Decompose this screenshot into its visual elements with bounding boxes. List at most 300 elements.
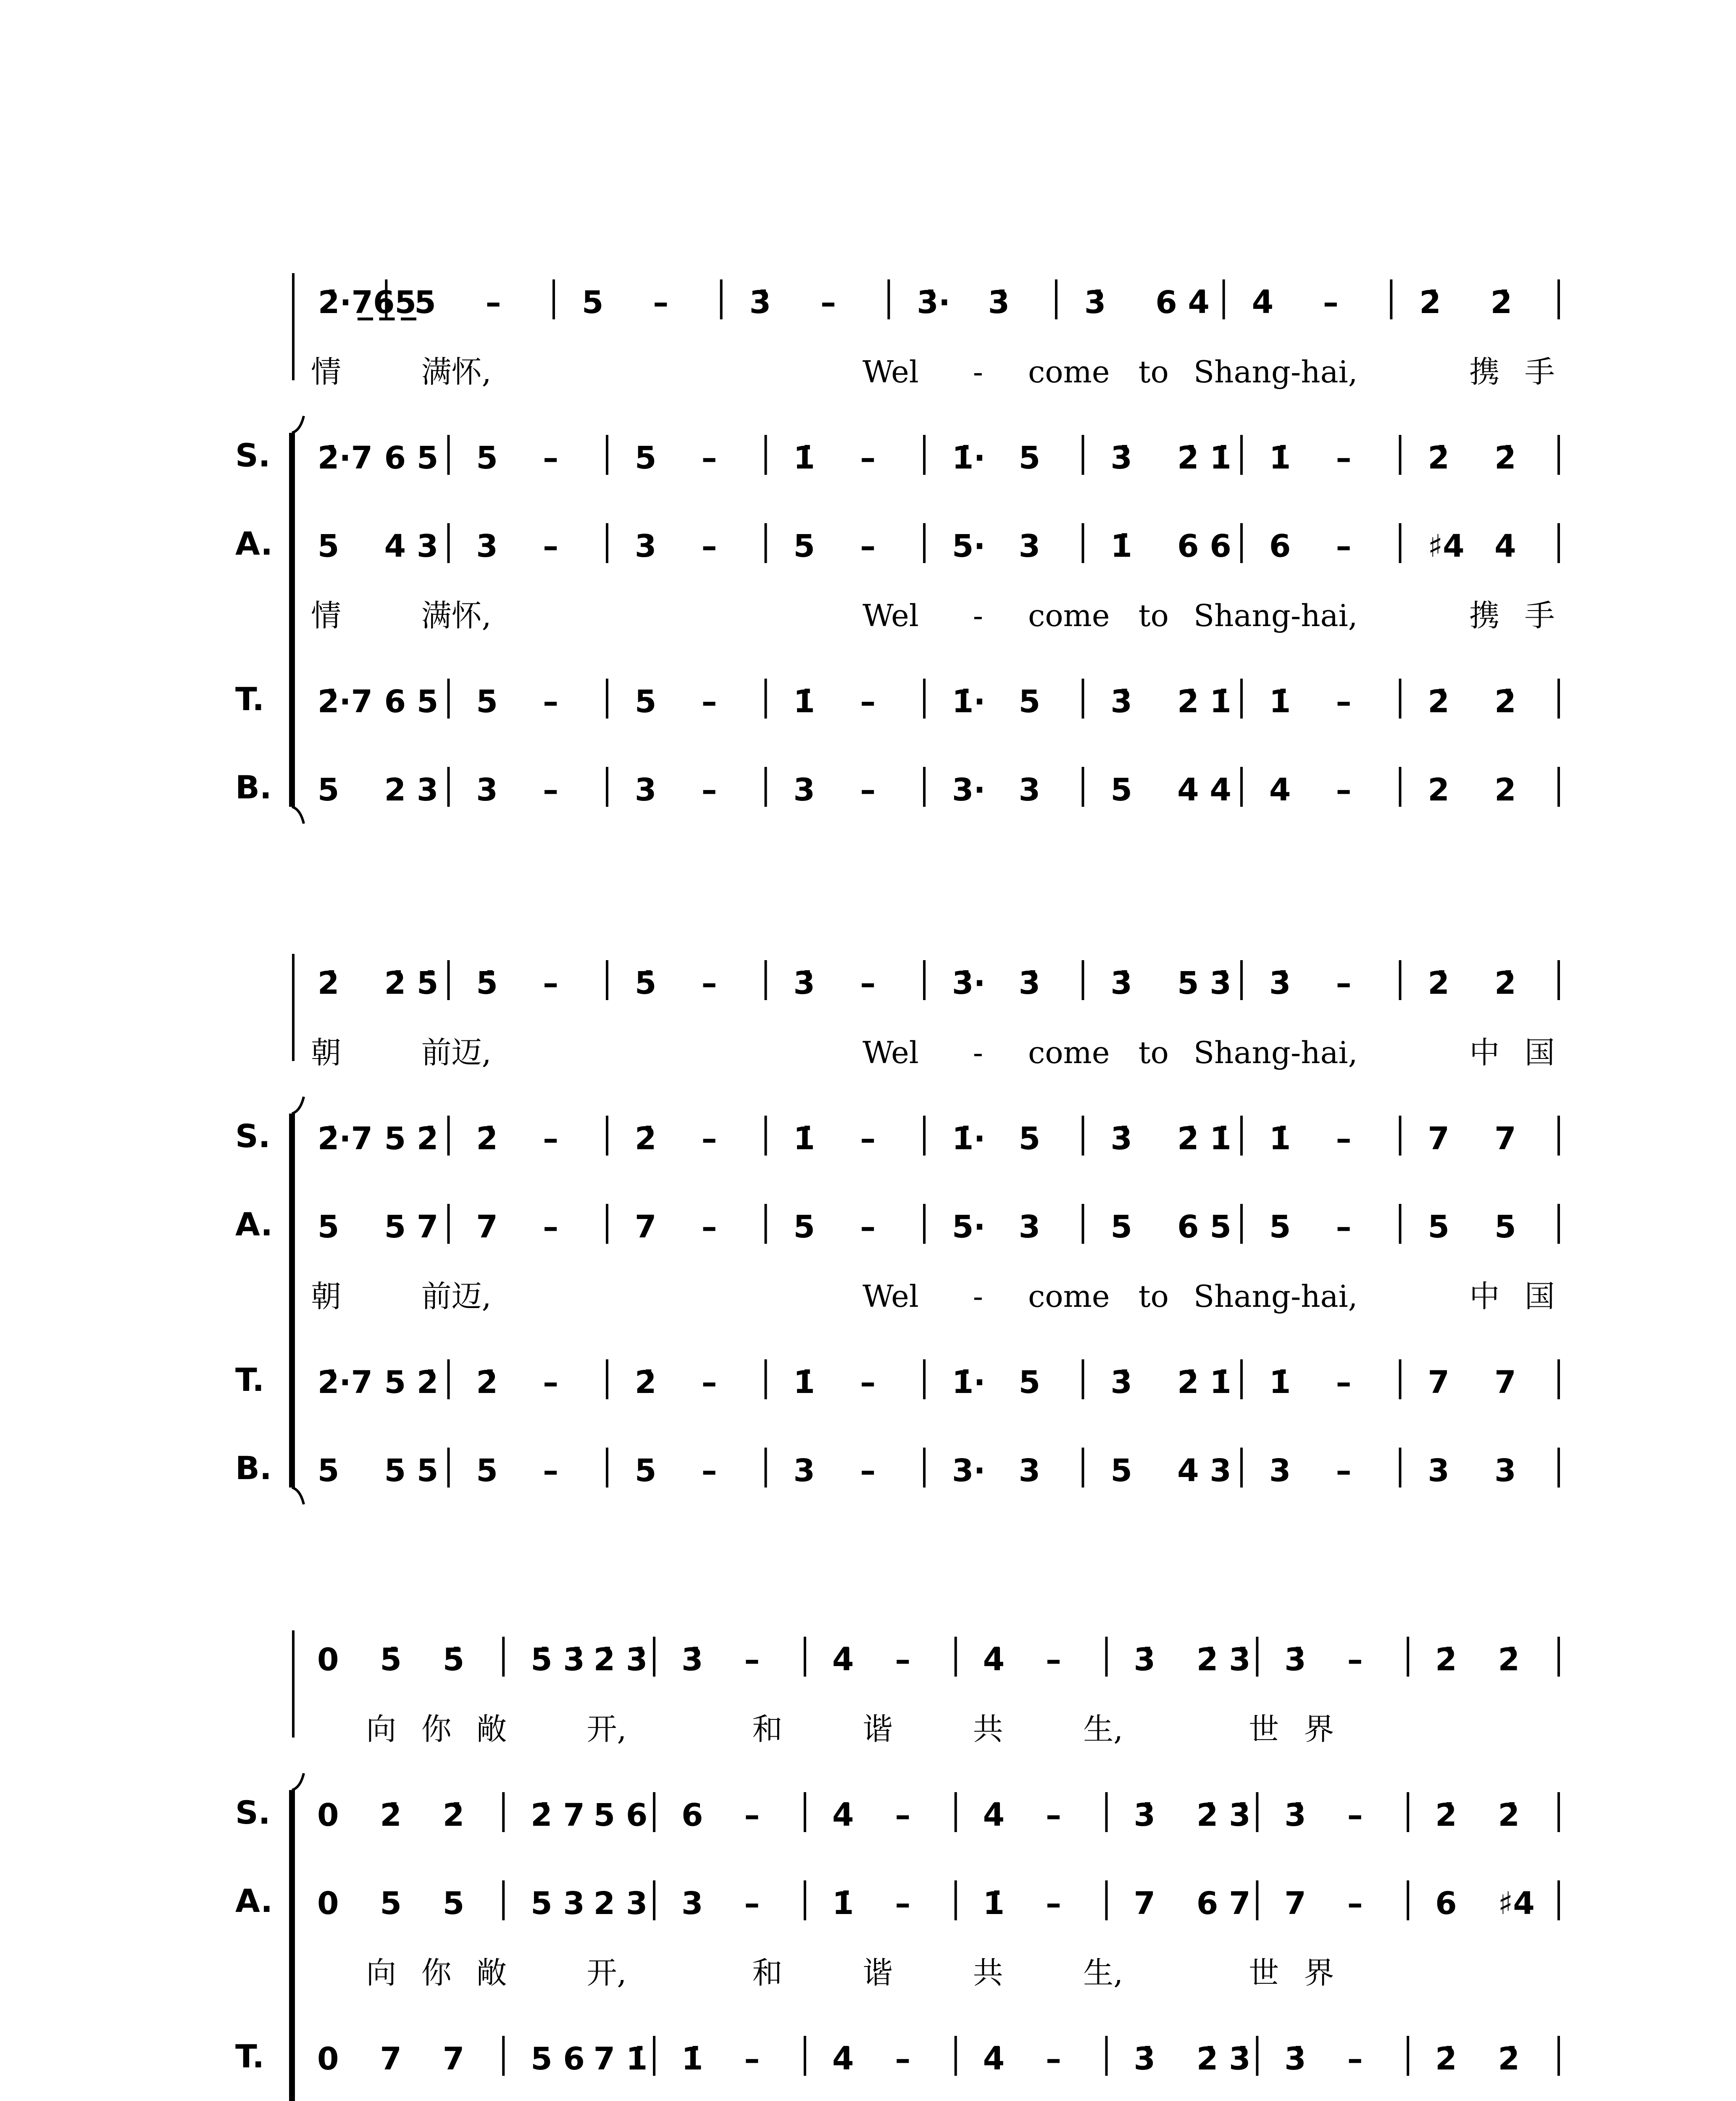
note-token: 4̇ bbox=[832, 1642, 854, 1678]
note-token: – bbox=[895, 1797, 911, 1833]
note-token: 4̇ bbox=[983, 2041, 1005, 2077]
note-token: – bbox=[860, 1121, 876, 1157]
lyric-text: 生, bbox=[1083, 1711, 1123, 1747]
lyric-text: 开, bbox=[587, 1955, 627, 1990]
note-token: – bbox=[1336, 684, 1352, 720]
note-token: 7 bbox=[1494, 1121, 1516, 1157]
note-token: 2 3 bbox=[593, 1885, 648, 1922]
note-token: 6 5 bbox=[1177, 1209, 1231, 1245]
note-token: 5· bbox=[952, 528, 986, 564]
note-token: 2̇ 1̇ bbox=[1177, 440, 1231, 476]
note-token: 0 bbox=[317, 1642, 339, 1678]
note-token: 5 bbox=[1018, 1121, 1041, 1157]
note-token: 3̇ bbox=[1134, 1797, 1155, 1833]
note-token: – bbox=[1046, 1885, 1062, 1922]
lyric-text: 和 bbox=[752, 1955, 783, 1990]
note-token: 2̇ bbox=[380, 1797, 402, 1833]
note-token: – bbox=[1046, 1797, 1062, 1833]
note-token: 1̇ bbox=[1269, 440, 1291, 476]
note-token: 3· bbox=[952, 1453, 986, 1489]
lyric-text: 你 bbox=[421, 1711, 452, 1747]
voice-label: A. bbox=[235, 525, 273, 562]
note-token: 2̇ 1̇ bbox=[1177, 684, 1231, 720]
note-token: – bbox=[701, 1121, 717, 1157]
note-token: – bbox=[701, 440, 717, 476]
note-token: 3̇ bbox=[1134, 1642, 1155, 1678]
note-token: 2̇ 1̇ bbox=[1177, 1121, 1231, 1157]
voice-label: B. bbox=[235, 1449, 272, 1487]
note-token: 7 bbox=[1428, 1364, 1449, 1401]
lyric-text: come bbox=[1028, 1035, 1110, 1070]
note-token: 5 bbox=[1110, 772, 1132, 808]
voice-label: S. bbox=[235, 437, 271, 474]
note-token: – bbox=[744, 1642, 760, 1678]
score-system-1 bbox=[235, 273, 1559, 824]
note-token: – bbox=[860, 965, 876, 1001]
lyric-text: 世 bbox=[1249, 1955, 1279, 1990]
note-token: 5 6 bbox=[531, 2041, 585, 2077]
note-token: 3· bbox=[952, 772, 986, 808]
note-token: – bbox=[895, 2041, 911, 2077]
note-token: – bbox=[1046, 2041, 1062, 2077]
note-token: 2̇ 7 bbox=[531, 1797, 585, 1833]
note-token: 1̇ bbox=[793, 684, 815, 720]
note-token: 5 bbox=[317, 1453, 339, 1489]
note-token: – bbox=[701, 1209, 717, 1245]
note-token: 7 bbox=[442, 2041, 465, 2077]
note-token: – bbox=[860, 1209, 876, 1245]
bracket-hook-top bbox=[292, 1097, 304, 1114]
note-token: 2̇ bbox=[1494, 440, 1516, 476]
note-token: – bbox=[820, 284, 836, 321]
note-token: – bbox=[701, 684, 717, 720]
note-token: – bbox=[543, 684, 559, 720]
note-token: – bbox=[543, 1209, 559, 1245]
note-token: 2̇ bbox=[1490, 284, 1512, 321]
lyric-text: Wel bbox=[863, 354, 919, 390]
lyric-text: 满怀, bbox=[421, 354, 492, 390]
note-token: 7 1̇ bbox=[593, 2041, 648, 2077]
note-token: 7 bbox=[1494, 1364, 1516, 1401]
lyric-text: 谐 bbox=[863, 1955, 893, 1990]
lyric-text: 你 bbox=[421, 1955, 452, 1990]
note-token: 3̇ bbox=[1269, 965, 1291, 1001]
note-token: 2̇·7̲6̲5̲ bbox=[318, 284, 417, 321]
note-token: 1̇ bbox=[832, 1885, 854, 1922]
lyric-text: to bbox=[1138, 598, 1169, 633]
note-token: 6 5 bbox=[384, 684, 439, 720]
note-token: 4̇ bbox=[832, 2041, 854, 2077]
note-token: 3̇ bbox=[749, 284, 771, 321]
note-token: 1̇ bbox=[983, 1885, 1005, 1922]
note-token: 2̇ bbox=[476, 1364, 498, 1401]
note-token: – bbox=[860, 772, 876, 808]
note-token: 4 3 bbox=[1177, 1453, 1231, 1489]
note-token: 2̇ bbox=[1498, 1797, 1520, 1833]
note-token: 1̇ bbox=[1269, 684, 1291, 720]
lyric-text: 共 bbox=[973, 1955, 1003, 1990]
voice-label: A. bbox=[235, 1882, 273, 1919]
lyric-text: to bbox=[1138, 1035, 1169, 1070]
note-token: 1̇ bbox=[793, 1121, 815, 1157]
note-token: 6 6 bbox=[1177, 528, 1231, 564]
lyric-text: Shang-hai, bbox=[1193, 1279, 1358, 1314]
lyric-text: 界 bbox=[1304, 1711, 1334, 1747]
lyric-text: come bbox=[1028, 598, 1110, 633]
note-token: 2̇ 3̇ bbox=[1196, 2041, 1251, 2077]
lyric-text: 携 bbox=[1469, 354, 1500, 390]
note-token: – bbox=[1336, 440, 1352, 476]
lyric-text: 开, bbox=[587, 1711, 627, 1747]
note-token: 5 bbox=[414, 284, 436, 321]
lyric-text: 情 bbox=[311, 354, 342, 390]
note-token: 0 bbox=[317, 1797, 339, 1833]
note-token: 2̇ bbox=[442, 1797, 465, 1833]
note-token: – bbox=[1347, 1642, 1363, 1678]
note-token: 5 bbox=[476, 440, 498, 476]
note-token: 5 bbox=[1494, 1209, 1516, 1245]
note-token: 5 bbox=[634, 1453, 657, 1489]
note-token: – bbox=[1336, 965, 1352, 1001]
note-token: 6 7 bbox=[1196, 1885, 1251, 1922]
note-token: 4̇ bbox=[1252, 284, 1274, 321]
lyric-text: 共 bbox=[973, 1711, 1003, 1747]
note-token: – bbox=[543, 965, 559, 1001]
note-token: 4̇ bbox=[983, 1797, 1005, 1833]
lyric-text: 世 bbox=[1249, 1711, 1279, 1747]
note-token: 3̇ bbox=[1284, 2041, 1306, 2077]
lyric-text: - bbox=[973, 1035, 983, 1070]
note-token: 3̇· bbox=[952, 965, 986, 1001]
note-token: 5 2̇ bbox=[384, 1121, 439, 1157]
lyric-text: Wel bbox=[863, 1279, 919, 1314]
note-token: – bbox=[860, 440, 876, 476]
note-token: – bbox=[543, 440, 559, 476]
note-token: 7 bbox=[634, 1209, 657, 1245]
note-token: 3 bbox=[681, 1885, 703, 1922]
note-token: 5 5 bbox=[384, 1453, 439, 1489]
note-token: – bbox=[744, 1885, 760, 1922]
note-token: 5 bbox=[1269, 1209, 1291, 1245]
note-token: – bbox=[1336, 528, 1352, 564]
note-token: 5 7 bbox=[384, 1209, 439, 1245]
note-token: 3 bbox=[1428, 1453, 1449, 1489]
lyric-text: 朝 bbox=[311, 1279, 342, 1314]
note-token: 5 3 bbox=[531, 1885, 585, 1922]
note-token: 3̇ bbox=[988, 284, 1010, 321]
note-token: ♯4 bbox=[1498, 1885, 1535, 1922]
note-token: 2̇ bbox=[476, 1121, 498, 1157]
note-token: 1̇· bbox=[952, 1364, 986, 1401]
lyric-text: - bbox=[973, 1279, 983, 1314]
note-token: – bbox=[860, 528, 876, 564]
note-token: 3̇ bbox=[1110, 965, 1132, 1001]
note-token: 1̇· bbox=[952, 1121, 986, 1157]
lyric-text: Shang-hai, bbox=[1193, 1035, 1358, 1070]
note-token: 2̇·7 bbox=[317, 440, 373, 476]
note-token: 2̇ bbox=[634, 1121, 657, 1157]
lyric-text: 携 bbox=[1469, 598, 1500, 633]
note-token: 6 4̇ bbox=[1155, 284, 1210, 321]
note-token: ♯4 bbox=[1428, 528, 1465, 564]
lyric-text: 和 bbox=[752, 1711, 783, 1747]
note-token: – bbox=[701, 1364, 717, 1401]
bracket-hook-top bbox=[292, 416, 304, 433]
note-token: 7 bbox=[380, 2041, 402, 2077]
note-token: 3̇ bbox=[1110, 684, 1132, 720]
note-token: – bbox=[543, 1453, 559, 1489]
note-token: 5 bbox=[317, 528, 339, 564]
note-token: – bbox=[1046, 1642, 1062, 1678]
lyric-text: Shang-hai, bbox=[1193, 354, 1358, 390]
note-token: – bbox=[1336, 1209, 1352, 1245]
note-token: – bbox=[1347, 1885, 1363, 1922]
note-token: – bbox=[543, 1121, 559, 1157]
note-token: 3̇ bbox=[1018, 965, 1041, 1001]
note-token: 5̇ 3̇ bbox=[531, 1642, 585, 1678]
voice-label: T. bbox=[235, 680, 265, 718]
lyric-text: 朝 bbox=[311, 1035, 342, 1070]
lyric-text: Shang-hai, bbox=[1193, 598, 1358, 633]
note-token: 5 bbox=[1018, 440, 1041, 476]
note-token: 0 bbox=[317, 1885, 339, 1922]
note-token: 5 2̇ bbox=[384, 1364, 439, 1401]
note-token: 2̇ bbox=[1428, 440, 1449, 476]
note-token: 7 bbox=[1284, 1885, 1306, 1922]
note-token: 2̇·7 bbox=[317, 1121, 373, 1157]
note-token: – bbox=[543, 1364, 559, 1401]
note-token: 5̇ bbox=[380, 1642, 402, 1678]
note-token: 4 bbox=[1269, 772, 1291, 808]
score-system-2 bbox=[235, 954, 1559, 1504]
note-token: – bbox=[1336, 1364, 1352, 1401]
bracket-hook-top bbox=[292, 1773, 304, 1790]
note-token: 2̇ 3̇ bbox=[1196, 1642, 1251, 1678]
note-token: 7 bbox=[476, 1209, 498, 1245]
note-token: – bbox=[1347, 2041, 1363, 2077]
lyric-text: 界 bbox=[1304, 1955, 1334, 1990]
note-token: 2̇ bbox=[1428, 684, 1449, 720]
note-token: – bbox=[860, 684, 876, 720]
lyric-text: 中 bbox=[1469, 1035, 1500, 1070]
note-token: – bbox=[701, 528, 717, 564]
note-token: 5· bbox=[952, 1209, 986, 1245]
lyric-text: to bbox=[1138, 1279, 1169, 1314]
note-token: 5 6 bbox=[593, 1797, 648, 1833]
note-token: 2̇ bbox=[1435, 1797, 1457, 1833]
lyric-text: - bbox=[973, 598, 983, 633]
note-token: – bbox=[701, 965, 717, 1001]
note-token: 6 bbox=[1435, 1885, 1457, 1922]
note-token: 5 bbox=[317, 772, 339, 808]
lyric-text: - bbox=[973, 354, 983, 390]
note-token: 2̇ bbox=[1494, 684, 1516, 720]
note-token: – bbox=[744, 2041, 760, 2077]
lyric-text: 谐 bbox=[863, 1711, 893, 1747]
lyric-text: 生, bbox=[1083, 1955, 1123, 1990]
note-token: – bbox=[860, 1364, 876, 1401]
lyric-text: 前迈, bbox=[421, 1035, 492, 1070]
note-token: 3 bbox=[1494, 1453, 1516, 1489]
note-token: 2̇ bbox=[317, 965, 339, 1001]
note-token: 3 bbox=[476, 772, 498, 808]
note-token: – bbox=[860, 1453, 876, 1489]
note-token: 2 bbox=[1494, 772, 1516, 808]
note-token: – bbox=[1336, 1453, 1352, 1489]
note-token: 2̇ 5̇ bbox=[384, 965, 439, 1001]
lyric-text: 国 bbox=[1524, 1279, 1555, 1314]
note-token: 5 bbox=[793, 1209, 815, 1245]
note-token: 5 bbox=[1110, 1453, 1132, 1489]
note-token: 3 bbox=[793, 772, 815, 808]
note-token: 7 bbox=[1428, 1121, 1449, 1157]
note-token: – bbox=[543, 772, 559, 808]
note-token: 3 bbox=[1018, 528, 1041, 564]
lyric-text: come bbox=[1028, 354, 1110, 390]
note-token: – bbox=[895, 1885, 911, 1922]
note-token: 2̇ bbox=[1435, 1642, 1457, 1678]
lyric-text: 向 bbox=[366, 1955, 397, 1990]
lyric-text: to bbox=[1138, 354, 1169, 390]
note-token: 1̇ bbox=[793, 440, 815, 476]
note-token: – bbox=[1336, 1121, 1352, 1157]
note-token: 4 bbox=[1494, 528, 1516, 564]
note-token: 4̇ bbox=[983, 1642, 1005, 1678]
note-token: 2̇ bbox=[1498, 2041, 1520, 2077]
note-token: 4 3 bbox=[384, 528, 439, 564]
note-token: 2̇ bbox=[634, 1364, 657, 1401]
note-token: 1̇ bbox=[1110, 528, 1132, 564]
note-token: – bbox=[1347, 1797, 1363, 1833]
voice-label: S. bbox=[235, 1794, 271, 1831]
lyric-text: 手 bbox=[1524, 598, 1555, 633]
bracket-hook-bottom bbox=[292, 1488, 304, 1504]
note-token: 5 bbox=[1110, 1209, 1132, 1245]
note-token: 1̇ bbox=[1269, 1121, 1291, 1157]
note-token: 2̇ 3̇ bbox=[1196, 1797, 1251, 1833]
note-token: 7 bbox=[1134, 1885, 1155, 1922]
note-token: 5 bbox=[581, 284, 604, 321]
note-token: 3̇ bbox=[1284, 1642, 1306, 1678]
note-token: 3 bbox=[1018, 772, 1041, 808]
note-token: 3 bbox=[634, 528, 657, 564]
note-token: – bbox=[744, 1797, 760, 1833]
note-token: 1̇· bbox=[952, 684, 986, 720]
voice-label: B. bbox=[235, 769, 272, 806]
note-token: 2̇ bbox=[1498, 1642, 1520, 1678]
bracket-hook-bottom bbox=[292, 807, 304, 824]
note-token: 0 bbox=[317, 2041, 339, 2077]
note-token: – bbox=[543, 528, 559, 564]
lyric-text: Wel bbox=[863, 598, 919, 633]
note-token: 5̇ bbox=[476, 965, 498, 1001]
note-token: 6 bbox=[681, 1797, 703, 1833]
note-token: 2̇ bbox=[1435, 2041, 1457, 2077]
note-token: 3 bbox=[1269, 1453, 1291, 1489]
note-token: 2̇ bbox=[1428, 965, 1449, 1001]
note-token: 5 bbox=[317, 1209, 339, 1245]
note-token: 3̇ bbox=[1284, 1797, 1306, 1833]
lyric-text: 前迈, bbox=[421, 1279, 492, 1314]
note-token: 1̇ bbox=[793, 1364, 815, 1401]
voice-label: T. bbox=[235, 2038, 265, 2075]
note-token: 2 3 bbox=[384, 772, 439, 808]
note-token: 5 bbox=[476, 684, 498, 720]
note-token: 2̇·7 bbox=[317, 684, 373, 720]
note-token: 5 bbox=[1428, 1209, 1449, 1245]
lyric-text: 向 bbox=[366, 1711, 397, 1747]
note-token: 5 bbox=[442, 1885, 465, 1922]
note-token: 3 bbox=[1018, 1453, 1041, 1489]
note-token: – bbox=[701, 1453, 717, 1489]
note-token: 3̇ bbox=[1110, 440, 1132, 476]
note-token: 3̇· bbox=[917, 284, 950, 321]
note-token: 3 bbox=[634, 772, 657, 808]
note-token: 6 5 bbox=[384, 440, 439, 476]
note-token: – bbox=[1336, 772, 1352, 808]
note-token: 1̇ bbox=[681, 2041, 703, 2077]
voice-label: A. bbox=[235, 1206, 273, 1243]
lyric-text: 国 bbox=[1524, 1035, 1555, 1070]
note-token: 3 bbox=[793, 1453, 815, 1489]
lyric-text: 情 bbox=[311, 598, 342, 633]
note-token: 2̇ bbox=[1494, 965, 1516, 1001]
note-token: 6 bbox=[1269, 528, 1291, 564]
note-token: 1̇· bbox=[952, 440, 986, 476]
note-token: 3 bbox=[476, 528, 498, 564]
note-token: 5 bbox=[634, 440, 657, 476]
note-token: 5 bbox=[634, 684, 657, 720]
note-token: 3 bbox=[1018, 1209, 1041, 1245]
note-token: 3̇ bbox=[681, 1642, 703, 1678]
note-token: 2 bbox=[1428, 772, 1449, 808]
note-token: – bbox=[485, 284, 501, 321]
note-token: – bbox=[895, 1642, 911, 1678]
note-token: 1̇ bbox=[1269, 1364, 1291, 1401]
lyric-text: 敞 bbox=[476, 1955, 507, 1990]
note-token: 5̇ bbox=[634, 965, 657, 1001]
note-token: 5̇ bbox=[442, 1642, 465, 1678]
note-token: 4̇ bbox=[832, 1797, 854, 1833]
note-token: 5 3̇ bbox=[1177, 965, 1231, 1001]
note-token: 2̇ 3̇ bbox=[593, 1642, 648, 1678]
note-token: 5 bbox=[380, 1885, 402, 1922]
note-token: 3̇ bbox=[1110, 1121, 1132, 1157]
note-token: 3̇ bbox=[1110, 1364, 1132, 1401]
note-token: 5 bbox=[1018, 1364, 1041, 1401]
lyric-text: come bbox=[1028, 1279, 1110, 1314]
note-token: – bbox=[701, 772, 717, 808]
note-token: 3̇ bbox=[1084, 284, 1106, 321]
note-token: 5 bbox=[793, 528, 815, 564]
note-token: 4 4 bbox=[1177, 772, 1231, 808]
lyric-text: 满怀, bbox=[421, 598, 492, 633]
note-token: 3̇ bbox=[1134, 2041, 1155, 2077]
note-token: 3̇ bbox=[793, 965, 815, 1001]
note-token: 2̇ 1̇ bbox=[1177, 1364, 1231, 1401]
note-token: – bbox=[653, 284, 669, 321]
voice-label: S. bbox=[235, 1117, 271, 1155]
note-token: 2̇·7 bbox=[317, 1364, 373, 1401]
lyric-text: 手 bbox=[1524, 354, 1555, 390]
lyric-text: 敞 bbox=[476, 1711, 507, 1747]
lyric-text: Wel bbox=[863, 1035, 919, 1070]
score-system-3 bbox=[235, 1630, 1559, 2101]
note-token: 5 bbox=[1018, 684, 1041, 720]
note-token: 5 bbox=[476, 1453, 498, 1489]
lyric-text: 中 bbox=[1469, 1279, 1500, 1314]
note-token: – bbox=[1323, 284, 1339, 321]
